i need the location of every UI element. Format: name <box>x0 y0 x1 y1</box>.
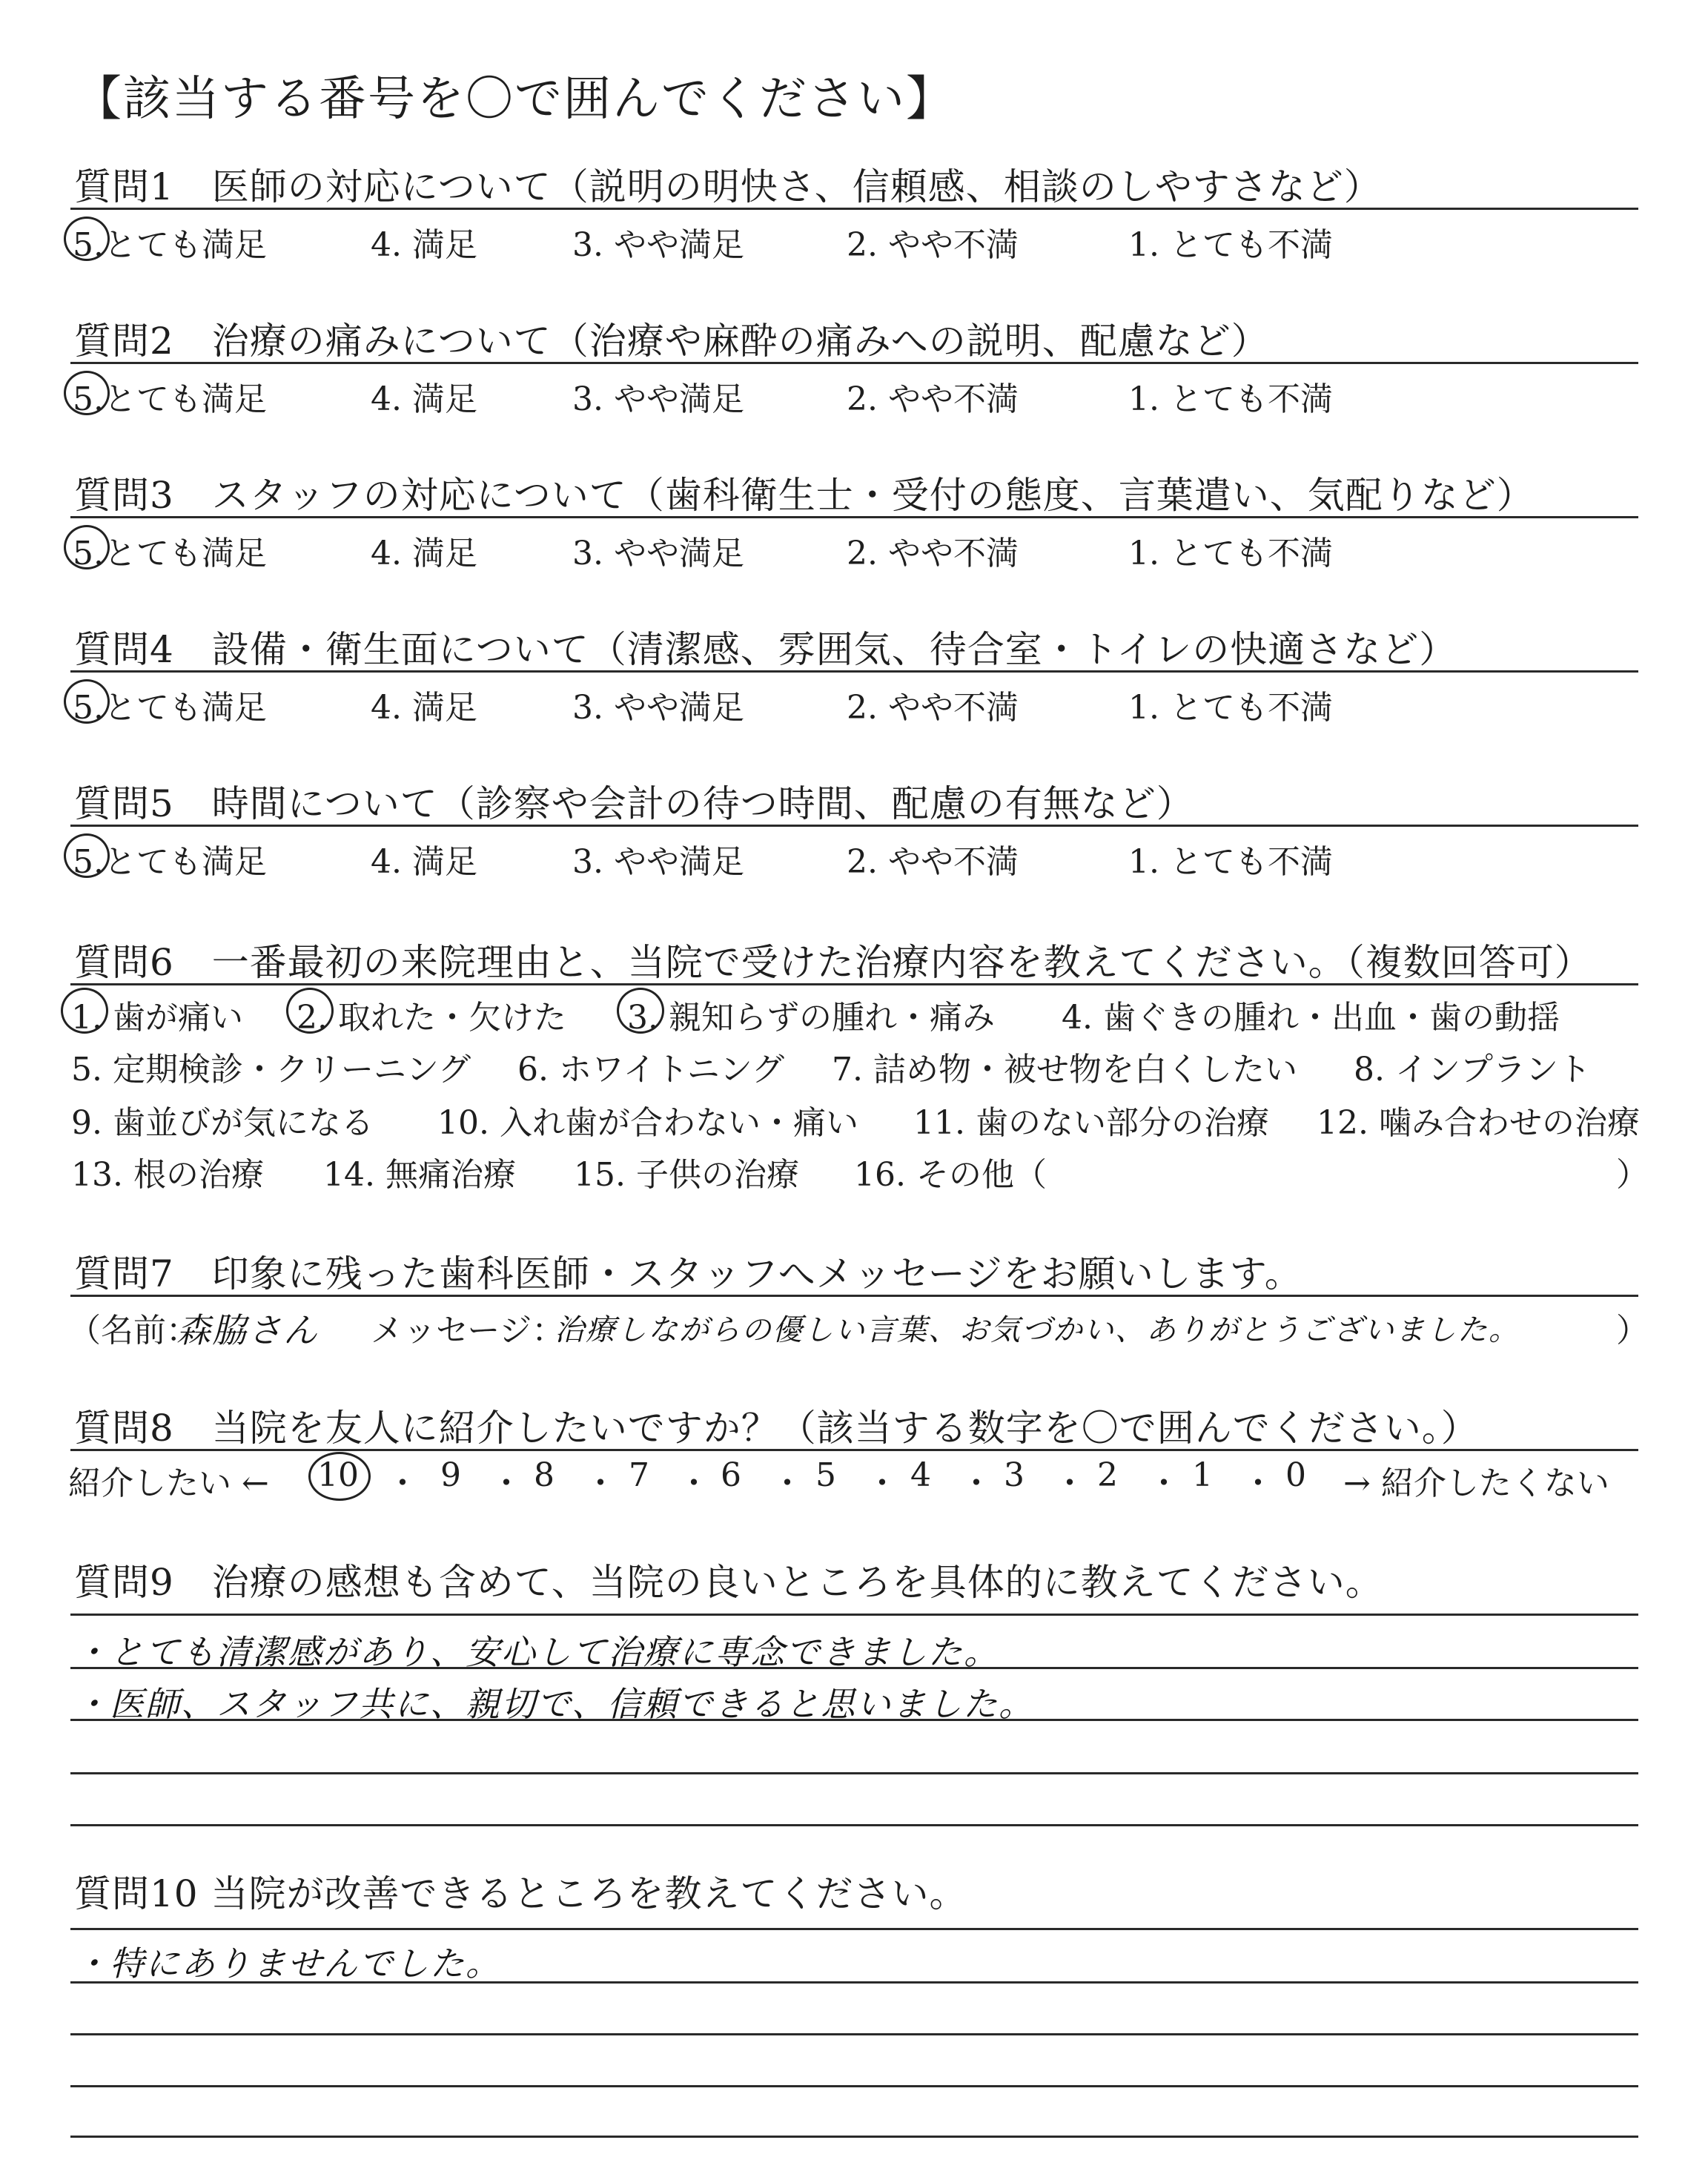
q3-option-4[interactable]: 4. 満足 <box>371 535 477 572</box>
q1-option-3[interactable]: 3. やや満足 <box>572 226 744 264</box>
q8-scale-9[interactable]: 9 <box>440 1456 461 1494</box>
q8-scale-separator: ・ <box>1053 1464 1086 1502</box>
q5-option-4[interactable]: 4. 満足 <box>371 843 477 881</box>
q2-option-5[interactable]: 5.とても満足 <box>73 380 267 418</box>
q7-title: 質問7 印象に残った歯科医師・スタッフへメッセージをお願いします。 <box>74 1252 1302 1295</box>
page-header: 【該当する番号を〇で囲んでください】 <box>74 72 955 127</box>
q6-option-1[interactable]: 1. 歯が痛い <box>71 999 243 1037</box>
q8-scale-separator: ・ <box>1148 1464 1180 1502</box>
q6-selection-circle <box>617 988 664 1034</box>
q3-option-3[interactable]: 3. やや満足 <box>572 535 744 572</box>
q8-scale-separator: ・ <box>866 1464 898 1502</box>
q9-answer-line-1: ・とても清潔感があり、安心して治療に専念できました。 <box>74 1632 999 1672</box>
q8-rule <box>70 1449 1638 1451</box>
q9-answer-line-2: ・医師、スタッフ共に、親切で、信頼できると思いました。 <box>74 1684 1035 1724</box>
q7-name-label: （名前： <box>68 1312 199 1350</box>
q8-scale-4[interactable]: 4 <box>910 1456 931 1494</box>
q6-title: 質問6 一番最初の来院理由と、当院で受けた治療内容を教えてください。（複数回答可） <box>74 941 1592 984</box>
q1-option-5[interactable]: 5.とても満足 <box>73 226 267 264</box>
q2-option-3[interactable]: 3. やや満足 <box>572 380 744 418</box>
q8-scale-2[interactable]: 2 <box>1097 1456 1118 1494</box>
q4-option-3[interactable]: 3. やや満足 <box>572 689 744 727</box>
q9-rule-1 <box>70 1614 1638 1616</box>
q6-selection-circle <box>61 988 108 1034</box>
q8-left-label: 紹介したい ← <box>68 1464 269 1502</box>
q8-scale-separator: ・ <box>678 1464 710 1502</box>
q8-scale-separator: ・ <box>771 1464 804 1502</box>
q8-scale-0[interactable]: 0 <box>1285 1456 1306 1494</box>
q4-option-4[interactable]: 4. 満足 <box>371 689 477 727</box>
q6-option-4[interactable]: 4. 歯ぐきの腫れ・出血・歯の動揺 <box>1062 999 1560 1037</box>
q6-option-14[interactable]: 14. 無痛治療 <box>323 1156 516 1194</box>
q1-option-1[interactable]: 1. とても不満 <box>1128 226 1333 264</box>
q8-scale-separator: ・ <box>960 1464 993 1502</box>
q8-right-label: → 紹介したくない <box>1343 1464 1609 1502</box>
q8-scale-separator: ・ <box>1242 1464 1274 1502</box>
q8-scale-separator: ・ <box>386 1464 419 1502</box>
q2-option-1[interactable]: 1. とても不満 <box>1128 380 1333 418</box>
q1-option-4[interactable]: 4. 満足 <box>371 226 477 264</box>
q7-name-value: 森脇さん <box>176 1310 319 1350</box>
q5-selection-circle <box>64 833 110 878</box>
q8-title: 質問8 当院を友人に紹介したいですか？（該当する数字を〇で囲んでください。） <box>74 1407 1479 1450</box>
q6-option-7[interactable]: 7. 詰め物・被せ物を白くしたい <box>832 1051 1297 1089</box>
q5-title: 質問5 時間について（診察や会計の待つ時間、配慮の有無など） <box>74 782 1194 825</box>
q3-option-2[interactable]: 2. やや不満 <box>847 535 1019 572</box>
q6-selection-circle <box>286 988 334 1034</box>
q6-option-2[interactable]: 2. 取れた・欠けた <box>297 999 566 1037</box>
q2-option-4[interactable]: 4. 満足 <box>371 380 477 418</box>
q5-option-5[interactable]: 5.とても満足 <box>73 843 267 881</box>
q8-scale-6[interactable]: 6 <box>721 1456 741 1494</box>
q1-option-2[interactable]: 2. やや不満 <box>847 226 1019 264</box>
q4-rule <box>70 670 1638 673</box>
q6-option-12[interactable]: 12. 噛み合わせの治療 <box>1317 1104 1640 1142</box>
q1-selection-circle <box>64 217 110 261</box>
q10-answer-line-1: ・特にありませんでした。 <box>74 1943 501 1984</box>
q3-option-5[interactable]: 5.とても満足 <box>73 535 267 572</box>
q3-rule <box>70 516 1638 518</box>
q6-option-9[interactable]: 9. 歯並びが気になる <box>71 1104 374 1142</box>
q8-scale-8[interactable]: 8 <box>534 1456 555 1494</box>
q9-title: 質問9 治療の感想も含めて、当院の良いところを具体的に教えてください。 <box>74 1561 1383 1604</box>
q10-rule-5 <box>70 2136 1638 2138</box>
q6-option-16[interactable]: 16. その他（ <box>854 1156 1047 1194</box>
q9-rule-5 <box>70 1824 1638 1826</box>
q8-scale-5[interactable]: 5 <box>815 1456 836 1494</box>
q10-title: 質問10 当院が改善できるところを教えてください。 <box>74 1872 967 1915</box>
q6-option-15[interactable]: 15. 子供の治療 <box>574 1156 799 1194</box>
q8-scale-10[interactable]: 10 <box>317 1456 359 1494</box>
q6-option-11[interactable]: 11. 歯のない部分の治療 <box>913 1104 1269 1142</box>
q9-rule-4 <box>70 1772 1638 1774</box>
q7-message-value: 治療しながらの優しい言葉、お気づかい、ありがとうございました。 <box>555 1313 1520 1347</box>
q8-scale-separator: ・ <box>490 1464 523 1502</box>
q8-scale-3[interactable]: 3 <box>1004 1456 1025 1494</box>
q7-close-paren: ） <box>1616 1312 1649 1350</box>
q8-selection-circle <box>308 1452 371 1501</box>
q6-option-6[interactable]: 6. ホワイトニング <box>517 1051 785 1089</box>
q2-option-2[interactable]: 2. やや不満 <box>847 380 1019 418</box>
q1-rule <box>70 208 1638 210</box>
q3-option-1[interactable]: 1. とても不満 <box>1128 535 1333 572</box>
q2-selection-circle <box>64 371 110 415</box>
q4-title: 質問4 設備・衛生面について（清潔感、雰囲気、待合室・トイレの快適さなど） <box>74 628 1457 671</box>
q8-scale-separator: ・ <box>584 1464 617 1502</box>
q3-title: 質問3 スタッフの対応について（歯科衛生士・受付の態度、言葉遣い、気配りなど） <box>74 474 1535 517</box>
q8-scale-7[interactable]: 7 <box>629 1456 649 1494</box>
q10-rule-3 <box>70 2033 1638 2035</box>
q6-option-13[interactable]: 13. 根の治療 <box>71 1156 264 1194</box>
q5-option-3[interactable]: 3. やや満足 <box>572 843 744 881</box>
q5-option-1[interactable]: 1. とても不満 <box>1128 843 1333 881</box>
q7-message-label: メッセージ： <box>371 1312 565 1350</box>
q6-option-10[interactable]: 10. 入れ歯が合わない・痛い <box>437 1104 858 1142</box>
q2-title: 質問2 治療の痛みについて（治療や麻酔の痛みへの説明、配慮など） <box>74 320 1269 363</box>
q6-rule <box>70 983 1638 985</box>
q8-scale-1[interactable]: 1 <box>1192 1456 1213 1494</box>
q4-option-2[interactable]: 2. やや不満 <box>847 689 1019 727</box>
q6-option-3[interactable]: 3. 親知らずの腫れ・痛み <box>627 999 995 1037</box>
q1-title: 質問1 医師の対応について（説明の明快さ、信頼感、相談のしやすさなど） <box>74 165 1382 208</box>
q10-rule-1 <box>70 1928 1638 1930</box>
q6-close-paren: ） <box>1616 1156 1649 1194</box>
q7-rule <box>70 1295 1638 1297</box>
q4-option-5[interactable]: 5.とても満足 <box>73 689 267 727</box>
q4-selection-circle <box>64 679 110 724</box>
q5-option-2[interactable]: 2. やや不満 <box>847 843 1019 881</box>
q5-rule <box>70 825 1638 827</box>
q4-option-1[interactable]: 1. とても不満 <box>1128 689 1333 727</box>
q2-rule <box>70 362 1638 364</box>
q6-option-5[interactable]: 5. 定期検診・クリーニング <box>71 1051 471 1089</box>
q6-option-8[interactable]: 8. インプラント <box>1354 1051 1591 1089</box>
q10-rule-4 <box>70 2085 1638 2087</box>
q3-selection-circle <box>64 525 110 569</box>
